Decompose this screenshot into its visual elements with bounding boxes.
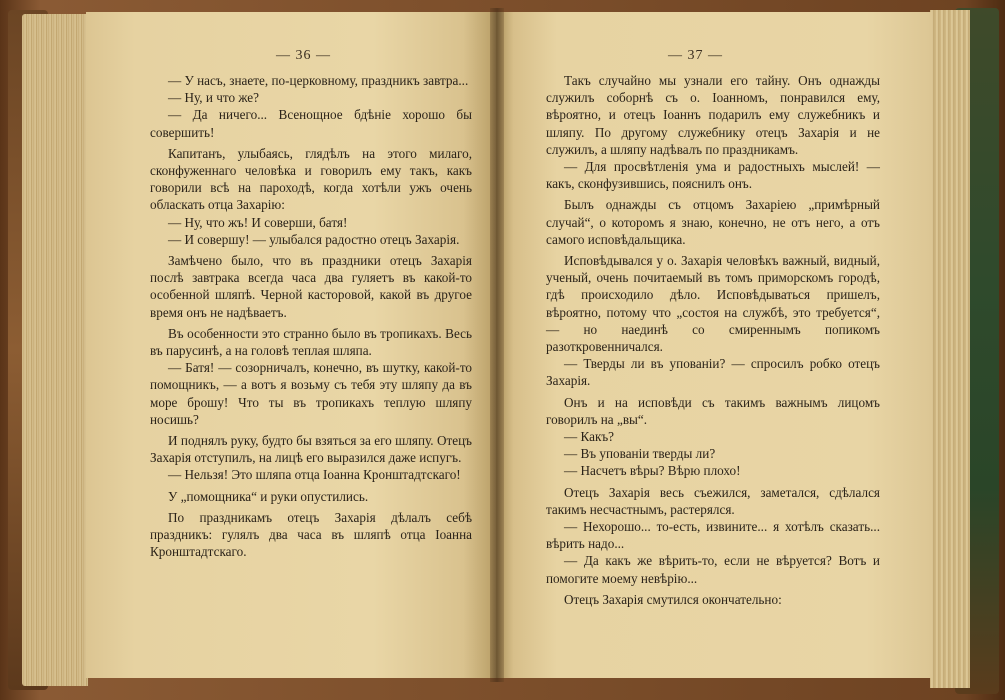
book-gutter xyxy=(490,8,504,682)
left-page-text xyxy=(150,72,472,560)
paragraph: — Нехорошо... то-есть, извините... я хотѣлъ сказать... вѣрить надо... xyxy=(546,519,880,552)
paragraph: — Для просвѣтленія ума и радостныхъ мыслей! — какъ, сконфузившись, пояснилъ онъ. xyxy=(546,159,880,192)
paragraph: И поднялъ руку, будто бы взяться за его шляпу. Отецъ Захарія отступилъ, на лицѣ его выразился даже испугъ. xyxy=(150,433,472,466)
paragraph: Въ особенности это странно было въ тропикахъ. Весь въ парусинѣ, а на головѣ теплая шляпа. xyxy=(150,325,472,359)
paragraph: — Ну, что жъ! И соверши, батя! xyxy=(168,214,348,230)
paragraph: — И совершу! — улыбался радостно отецъ Захарія. xyxy=(168,231,460,247)
paragraph: Исповѣдывался у о. Захарія человѣкъ важный, видный, ученый, очень почитаемый въ томъ приморскомъ городѣ, гдѣ происходило дѣло. Исповѣдываться пришелъ, вѣроятно, потому что „состоя на службѣ, это требуется“, — но наединѣ со смиреннымъ попикомъ разоткровенничался. xyxy=(546,253,880,355)
paragraph: Капитанъ, улыбаясь, глядѣлъ на этого милаго, сконфуженнаго человѣка и говорилъ ему такъ, какъ говорили всѣ на пароходѣ, когда хотѣли ужъ очень обласкать отца Захарію: xyxy=(150,145,472,213)
paragraph: — Тверды ли въ упованіи? — спросилъ робко отецъ Захарія. xyxy=(546,356,880,389)
left-page xyxy=(86,12,496,678)
paragraph: Онъ и на исповѣди съ такимъ важнымъ лицомъ говорилъ на „вы“. xyxy=(546,394,880,427)
paragraph: — Нельзя! Это шляпа отца Іоанна Кронштадтскаго! xyxy=(168,467,461,483)
right-page xyxy=(496,12,932,678)
paragraph: Такъ случайно мы узнали его тайну. Онъ однажды служилъ соборнѣ съ о. Іоанномъ, понравился ему, вѣроятно, и отецъ Іоаннъ подарилъ ему служебникъ и шляпу. По другому служебнику отецъ Захарія и не служилъ, а шляпу надѣвалъ по праздникамъ. xyxy=(546,73,880,157)
paragraph: — Въ упованіи тверды ли? xyxy=(564,446,716,462)
page-edges-left xyxy=(22,14,88,686)
paragraph: У „помощника“ и руки опустились. xyxy=(168,488,369,504)
paragraph: — Какъ? xyxy=(564,429,615,445)
page-number-right: — 37 — xyxy=(668,48,723,63)
paragraph: Замѣчено было, что въ праздники отецъ Захарія послѣ завтрака всегда часа два гуляетъ въ какой-то особенной шляпѣ. Черной касторовой, какой въ другое время онъ не надѣваетъ. xyxy=(150,253,472,320)
paragraph: Отецъ Захарія весь съежился, заметался, сдѣлался такимъ несчастнымъ, растерялся. xyxy=(546,484,880,517)
paragraph: — Да какъ же вѣрить-то, если не вѣруется? Вотъ и помогите моему невѣрію... xyxy=(546,553,880,586)
right-page-text xyxy=(546,72,880,608)
paragraph: Былъ однажды съ отцомъ Захаріею „примѣрный случай“, о которомъ я знаю, конечно, не отъ него, а отъ самого исповѣдальщика. xyxy=(546,197,880,247)
page-edges-right xyxy=(930,10,970,688)
paragraph: — Ну, и что же? xyxy=(168,90,259,106)
paragraph: Отецъ Захарія смутился окончательно: xyxy=(564,591,782,607)
paragraph: По праздникамъ отецъ Захарія дѣлалъ себѣ праздникъ: гулялъ два часа въ шляпѣ отца Іоанна Кронштадтскаго. xyxy=(150,509,472,560)
paragraph: — Батя! — созорничалъ, конечно, въ шутку, какой-то помощникъ, — а вотъ я возьму съ тебя эту шляпу да въ море брошу! Что ты въ тропикахъ теплую шляпу носишь? xyxy=(150,360,472,427)
paragraph: — Насчетъ вѣры? Вѣрю плохо! xyxy=(564,463,741,479)
paragraph: — У насъ, знаете, по-церковному, праздникъ завтра... xyxy=(168,73,469,88)
page-number-left: — 36 — xyxy=(276,48,331,63)
paragraph: — Да ничего... Всенощное бдѣніе хорошо бы совершить! xyxy=(150,107,472,140)
